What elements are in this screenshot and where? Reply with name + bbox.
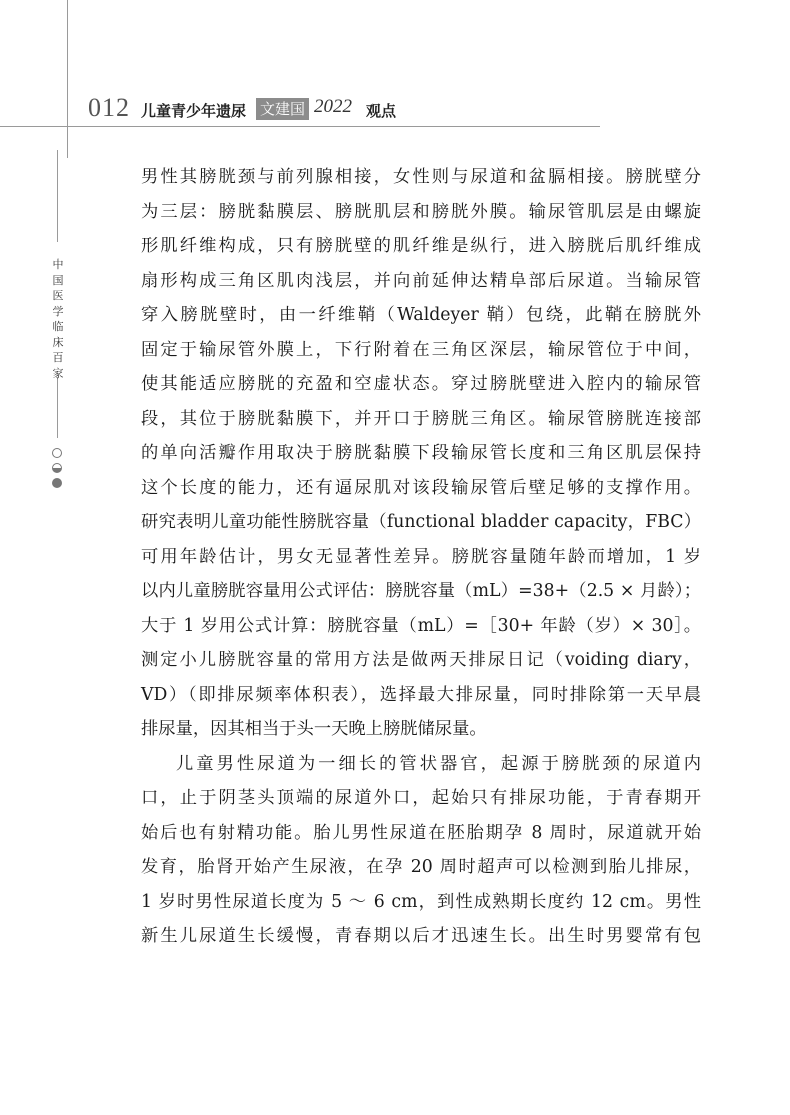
- text-line: 新生儿尿道生长缓慢，青春期以后才迅速生长。出生时男婴常有包: [141, 926, 701, 946]
- text-line: 研究表明儿童功能性膀胱容量（functional bladder capacity，FBC）: [141, 512, 701, 532]
- circle-filled-icon: [52, 478, 62, 488]
- header-vertical-rule: [67, 0, 68, 158]
- text-line: 1 岁时男性尿道长度为 5 ～ 6 cm，到性成熟期长度约 12 cm。男性: [141, 891, 701, 912]
- text-line: 可用年龄估计，男女无显著性差异。膀胱容量随年龄而增加，1 岁: [141, 546, 701, 567]
- sidebar-rule-lower: [57, 378, 58, 438]
- header-horizontal-rule: [0, 126, 600, 127]
- body-text: [141, 160, 701, 954]
- text-line: 儿童男性尿道为一细长的管状器官，起源于膀胱颈的尿道内: [176, 753, 701, 774]
- text-line: 穿入膀胱壁时，由一纤维鞘（Waldeyer 鞘）包绕，此鞘在膀胱外: [141, 305, 701, 325]
- paragraph-2: [141, 747, 701, 954]
- page-number: 012: [88, 93, 130, 122]
- text-line: 以内儿童膀胱容量用公式评估：膀胱容量（mL）=38+（2.5 × 月龄）；: [141, 581, 701, 601]
- text-line: 的单向活瓣作用取决于膀胱黏膜下段输尿管长度和三角区肌层保持: [141, 443, 701, 463]
- text-line: 排尿量，因其相当于头一天晚上膀胱储尿量。: [141, 719, 487, 739]
- circle-half-icon: [52, 463, 62, 473]
- text-line: 始后也有射精功能。胎儿男性尿道在胚胎期孕 8 周时，尿道就开始: [141, 822, 701, 843]
- author-name-badge: 文建国: [256, 98, 309, 120]
- text-line: 使其能适应膀胱的充盈和空虚状态。穿过膀胱壁进入腔内的输尿管: [141, 374, 701, 394]
- text-line: 大于 1 岁用公式计算：膀胱容量（mL）=［30+ 年龄（岁）× 30］。: [141, 615, 701, 636]
- text-line: 扇形构成三角区肌肉浅层，并向前延伸达精阜部后尿道。当输尿管: [141, 270, 701, 291]
- book-subtitle: 观点: [366, 102, 397, 120]
- text-line: 形肌纤维构成，只有膀胱壁的肌纤维是纵行，进入膀胱后肌纤维成: [141, 236, 701, 256]
- text-line: 这个长度的能力，还有逼尿肌对该段输尿管后壁足够的支撑作用。: [141, 477, 701, 498]
- edition-year: 2022: [314, 96, 352, 117]
- text-line: 男性其膀胱颈与前列腺相接，女性则与尿道和盆膈相接。膀胱壁分: [141, 167, 701, 187]
- text-line: 口，止于阴茎头顶端的尿道外口，起始只有排尿功能，于青春期开: [141, 788, 701, 808]
- text-line: 固定于输尿管外膜上，下行附着在三角区深层，输尿管位于中间，: [141, 339, 701, 360]
- text-line: 段，其位于膀胱黏膜下，并开口于膀胱三角区。输尿管膀胱连接部: [141, 408, 701, 429]
- paragraph-1: [141, 160, 701, 747]
- circle-outline-icon: [52, 448, 62, 458]
- text-line: 为三层：膀胱黏膜层、膀胱肌层和膀胱外膜。输尿管肌层是由螺旋: [141, 201, 701, 222]
- series-title-vertical: 中国医学临床百家: [52, 258, 64, 380]
- text-line: VD）（即排尿频率体积表），选择最大排尿量，同时排除第一天早晨: [141, 684, 701, 705]
- text-line: 测定小儿膀胱容量的常用方法是做两天排尿日记（voiding diary，: [141, 650, 701, 670]
- sidebar-rule-upper: [57, 150, 58, 242]
- text-line: 发育，胎肾开始产生尿液，在孕 20 周时超声可以检测到胎儿排尿，: [141, 857, 701, 877]
- book-title: 儿童青少年遗尿: [141, 102, 247, 120]
